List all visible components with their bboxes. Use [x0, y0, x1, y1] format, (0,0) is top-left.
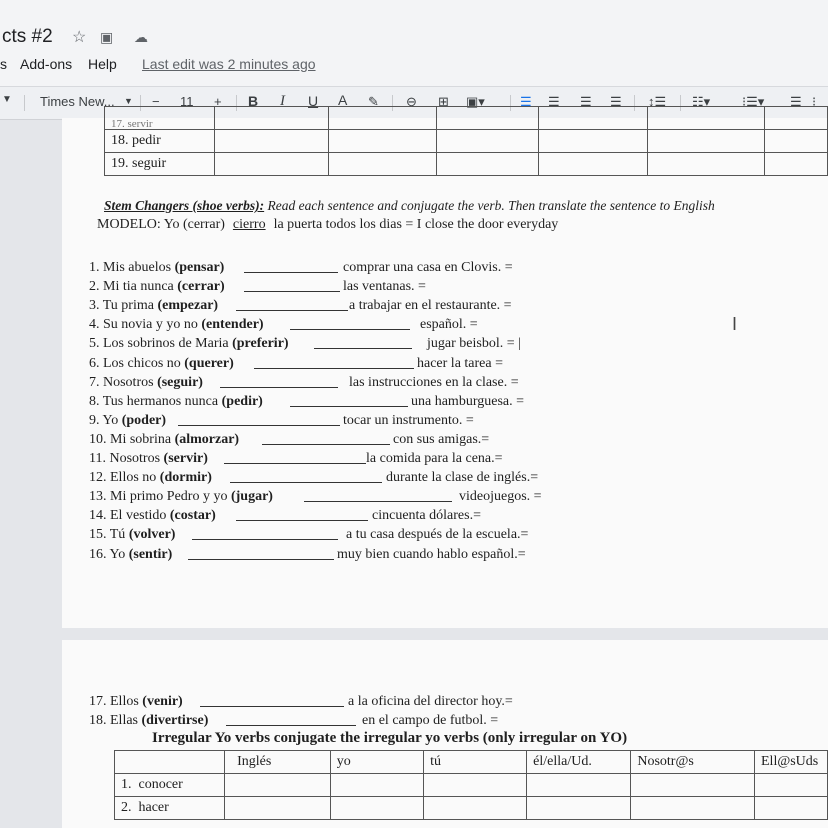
table-cell[interactable] [631, 774, 755, 797]
exercise-number: 17. [89, 694, 110, 709]
exercise-verb: (sentir) [128, 546, 173, 562]
table-cell[interactable] [765, 130, 828, 153]
table-cell[interactable]: 17. servir [105, 107, 215, 130]
bulleted-list-icon[interactable]: ⁝☰▾ [742, 94, 765, 109]
exercise-rest: videojuegos. = [459, 489, 542, 505]
answer-blank[interactable] [236, 509, 368, 521]
exercise-verb: (almorzar) [174, 431, 240, 447]
exercise-subject: Ellas [110, 713, 142, 728]
exercise-rest: español. = [420, 317, 478, 333]
exercise-subject: Mi primo Pedro y yo [110, 489, 231, 505]
table-header-cell: tú [424, 751, 527, 774]
exercise-number: 1. [89, 260, 103, 275]
table-header-cell: Inglés [225, 751, 331, 774]
text-color-button[interactable]: A [338, 92, 348, 108]
answer-blank[interactable] [236, 299, 348, 311]
table-cell[interactable]: 18. pedir [105, 130, 215, 153]
exercise-subject: Nosotros [103, 374, 158, 390]
increase-font-size-button[interactable]: + [214, 94, 222, 109]
table-cell[interactable] [437, 153, 539, 176]
menu-item-help[interactable]: Help [88, 56, 117, 72]
exercise-rest: a la oficina del director hoy.= [348, 694, 513, 709]
exercise-rest: la comida para la cena.= [366, 451, 503, 466]
exercise-number: 10. [89, 431, 110, 447]
section-heading-title: Stem Changers (shoe verbs): [104, 198, 265, 213]
answer-blank[interactable] [262, 433, 390, 445]
exercise-number: 3. [89, 298, 103, 314]
table-row [105, 153, 828, 176]
cloud-status-icon[interactable]: ☁ [134, 29, 148, 45]
highlight-pen-icon[interactable]: ✎ [368, 94, 379, 109]
numbered-list-icon[interactable]: ☰ [790, 94, 802, 109]
table-cell[interactable] [330, 797, 423, 820]
verb-label: hacer [138, 800, 169, 815]
exercise-number: 2. [89, 279, 103, 295]
exercise-item [89, 489, 689, 505]
chevron-down-icon[interactable]: ▼ [124, 96, 133, 106]
answer-blank[interactable] [230, 471, 382, 483]
bold-button[interactable]: B [248, 93, 259, 109]
toolbar-divider [24, 95, 25, 111]
exercise-rest: jugar beisbol. = | [427, 336, 521, 352]
table-cell[interactable] [755, 774, 828, 797]
exercise-item [89, 317, 689, 333]
table-cell[interactable] [527, 797, 631, 820]
verb-label: conocer [138, 777, 183, 792]
exercise-rest: las ventanas. = [343, 279, 426, 295]
exercise-item [89, 527, 689, 543]
answer-blank[interactable] [290, 395, 408, 407]
exercise-verb: (volver) [128, 527, 176, 543]
insert-link-icon[interactable]: ⊖ [406, 94, 417, 109]
star-icon[interactable]: ☆ [72, 29, 87, 46]
exercise-item [89, 432, 689, 448]
align-left-icon[interactable]: ☰ [520, 94, 532, 109]
answer-blank[interactable] [254, 357, 414, 369]
exercise-subject: Mi sobrina [110, 431, 175, 447]
table-cell[interactable] [647, 153, 765, 176]
table-cell[interactable] [424, 797, 527, 820]
exercise-item [89, 547, 689, 563]
exercise-verb: (empezar) [157, 298, 219, 314]
table-header-cell: yo [330, 751, 423, 774]
document-page[interactable] [62, 640, 828, 828]
exercise-subject: Ellos no [110, 470, 160, 486]
modelo-answer: cierro [232, 217, 266, 232]
table-cell[interactable] [539, 107, 647, 130]
exercise-item [89, 336, 689, 352]
exercise-verb: (dormir) [159, 470, 212, 486]
table-header-cell: él/ella/Ud. [527, 751, 631, 774]
exercise-rest: una hamburguesa. = [411, 393, 524, 409]
table-header-cell [115, 751, 225, 774]
irregular-verbs-title: Irregular Yo verbs conjugate the irregular yo verbs (only irregular on YO) [152, 730, 628, 746]
table-cell[interactable] [115, 774, 225, 797]
exercise-item [89, 279, 689, 295]
table-cell[interactable] [215, 130, 329, 153]
table-header-cell: Nosotr@s [631, 751, 755, 774]
table-cell[interactable] [765, 107, 828, 130]
exercise-subject: Los chicos no [103, 355, 185, 371]
checklist-icon[interactable]: ☷▾ [692, 94, 711, 109]
exercise-number: 18. [89, 713, 110, 728]
table-cell[interactable] [225, 774, 331, 797]
answer-blank[interactable] [290, 318, 410, 330]
exercise-verb: (servir) [163, 451, 208, 466]
table-row [105, 130, 828, 153]
section-instructions: Read each sentence and conjugate the verb. Then translate the sentence to English [264, 198, 715, 213]
answer-blank[interactable] [244, 280, 340, 292]
exercise-number: 12. [89, 470, 110, 486]
exercise-rest: con sus amigas.= [393, 431, 490, 447]
table-header-row [115, 751, 828, 774]
exercise-number: 6. [89, 355, 103, 371]
exercise-item [89, 260, 689, 276]
exercise-verb: (pensar) [174, 260, 225, 275]
add-comment-icon[interactable]: ⊞ [438, 94, 449, 109]
exercise-rest: las instrucciones en la clase. = [349, 374, 519, 390]
table-row [115, 774, 828, 797]
exercise-verb: (seguir) [157, 374, 203, 390]
font-family-select[interactable]: Times New... [40, 94, 115, 109]
verb-table [104, 106, 828, 176]
exercise-subject: Mi tia nunca [103, 279, 178, 295]
exercise-verb: (pedir) [221, 393, 263, 409]
exercise-item [89, 413, 689, 429]
exercise-item [89, 508, 689, 524]
row-number: 1. [121, 777, 132, 792]
exercise-number: 11. [89, 451, 110, 466]
exercise-number: 16. [89, 546, 110, 562]
exercise-subject: Nosotros [109, 451, 164, 466]
row-number: 2. [121, 800, 132, 815]
exercise-item [89, 451, 689, 467]
table-cell[interactable]: 19. seguir [105, 153, 215, 176]
exercise-subject: Tu prima [102, 298, 158, 314]
styles-dropdown-arrow-icon[interactable]: ▼ [2, 94, 12, 105]
table-cell[interactable] [539, 153, 647, 176]
exercise-number: 14. [89, 508, 110, 524]
decrease-font-size-button[interactable]: − [152, 94, 160, 109]
line-spacing-icon[interactable]: ↕☰ [648, 94, 667, 109]
table-cell[interactable] [329, 130, 437, 153]
table-cell[interactable] [437, 107, 539, 130]
table-cell[interactable] [215, 107, 329, 130]
irregular-verbs-table [114, 750, 828, 820]
justify-icon[interactable]: ☰ [610, 94, 622, 109]
table-cell[interactable] [329, 107, 437, 130]
exercise-subject: Mis abuelos [103, 260, 175, 275]
answer-blank[interactable] [200, 695, 344, 707]
table-cell[interactable] [755, 797, 828, 820]
exercise-number: 13. [89, 489, 110, 505]
exercise-number: 5. [89, 336, 103, 352]
answer-blank[interactable] [304, 490, 452, 502]
last-edit-link[interactable]: Last edit was 2 minutes ago [142, 56, 316, 72]
align-right-icon[interactable]: ☰ [580, 94, 592, 109]
section-heading [104, 198, 715, 214]
exercise-item [89, 713, 689, 729]
table-row [105, 107, 828, 130]
exercise-rest: muy bien cuando hablo español.= [337, 546, 526, 562]
font-size-input[interactable]: 11 [180, 94, 194, 109]
exercise-verb: (preferir) [232, 336, 289, 352]
exercise-number: 7. [89, 374, 103, 390]
table-row [115, 797, 828, 820]
answer-blank[interactable] [226, 714, 356, 726]
exercise-item [89, 694, 689, 710]
table-cell[interactable] [424, 774, 527, 797]
italic-button[interactable]: I [280, 93, 285, 109]
answer-blank[interactable] [314, 337, 412, 349]
exercise-number: 9. [89, 412, 103, 428]
modelo-prefix: MODELO: Yo (cerrar) [97, 217, 225, 232]
exercise-verb: (entender) [201, 317, 264, 333]
text-cursor-icon: I [732, 314, 738, 334]
answer-blank[interactable] [244, 261, 338, 273]
exercise-rest: hacer la tarea = [417, 355, 503, 371]
modelo-example [97, 217, 558, 233]
exercise-verb: (poder) [121, 412, 167, 428]
table-cell[interactable] [330, 774, 423, 797]
answer-blank[interactable] [178, 414, 340, 426]
insert-image-icon[interactable]: ▣▾ [466, 94, 485, 109]
underline-button[interactable]: U [308, 93, 319, 109]
exercise-item [89, 375, 689, 391]
exercise-item [89, 470, 689, 486]
modelo-rest: la puerta todos los dias = I close the door everyday [273, 217, 559, 232]
table-cell[interactable] [647, 107, 765, 130]
exercise-rest: durante la clase de inglés.= [386, 470, 539, 486]
table-cell[interactable] [539, 130, 647, 153]
exercise-number: 8. [89, 393, 103, 409]
exercise-rest: tocar un instrumento. = [343, 412, 474, 428]
table-cell[interactable] [631, 797, 755, 820]
exercise-rest: en el campo de futbol. = [362, 713, 499, 728]
exercise-verb: (cerrar) [177, 279, 225, 295]
exercise-subject: Yo [102, 412, 122, 428]
exercise-verb: (jugar) [230, 489, 273, 505]
table-header-cell: Ell@sUds [755, 751, 828, 774]
table-cell[interactable] [225, 797, 331, 820]
exercise-subject: Tú [109, 527, 129, 543]
exercise-verb: (venir) [142, 694, 183, 709]
exercise-rest: a tu casa después de la escuela.= [346, 527, 529, 543]
decrease-indent-icon[interactable]: ⁝ [812, 94, 817, 109]
answer-blank[interactable] [224, 452, 366, 464]
table-cell[interactable] [329, 153, 437, 176]
exercise-subject: Los sobrinos de Maria [103, 336, 233, 352]
move-folder-icon[interactable]: ▣ [100, 29, 114, 45]
exercise-subject: Yo [109, 546, 129, 562]
exercise-rest: comprar una casa en Clovis. = [343, 260, 513, 275]
exercise-subject: Su novia y yo no [103, 317, 202, 333]
menu-item-tools[interactable]: s [0, 56, 7, 72]
title-bar [0, 0, 828, 86]
menu-item-addons[interactable]: Add-ons [20, 56, 73, 72]
table-cell[interactable] [215, 153, 329, 176]
answer-blank[interactable] [192, 528, 338, 540]
exercise-verb: (costar) [169, 508, 216, 524]
document-title[interactable]: cts #2 [2, 26, 53, 47]
exercise-subject: Ellos [110, 694, 143, 709]
align-center-icon[interactable]: ☰ [548, 94, 560, 109]
answer-blank[interactable] [188, 548, 334, 560]
exercise-number: 15. [89, 527, 110, 543]
table-cell[interactable] [115, 797, 225, 820]
exercise-verb: (divertirse) [141, 713, 209, 728]
table-cell[interactable] [527, 774, 631, 797]
exercise-subject: El vestido [110, 508, 170, 524]
exercise-rest: cincuenta dólares.= [372, 508, 481, 524]
exercise-rest: a trabajar en el restaurante. = [349, 298, 512, 314]
exercise-number: 4. [89, 317, 103, 333]
exercise-item [89, 298, 689, 314]
exercise-item [89, 356, 689, 372]
exercise-subject: Tus hermanos nunca [102, 393, 222, 409]
table-cell[interactable] [647, 130, 765, 153]
answer-blank[interactable] [220, 376, 338, 388]
exercise-item [89, 394, 689, 410]
exercise-verb: (querer) [184, 355, 234, 371]
document-page[interactable] [62, 118, 828, 628]
table-cell[interactable] [437, 130, 539, 153]
table-cell[interactable] [765, 153, 828, 176]
